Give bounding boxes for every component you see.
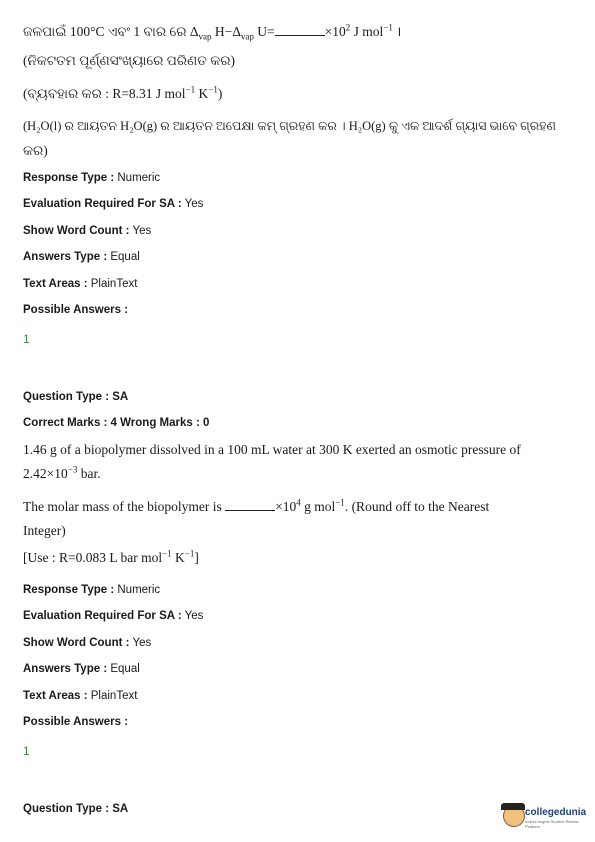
evaluation-required: Evaluation Required For SA : Yes (23, 198, 204, 210)
answer-blank (275, 25, 325, 36)
q1-line-2: (ନିକଟତମ ପୂର୍ଣ୍ଣସଂଖ୍ୟାରେ ପରିଣତ କର) (23, 53, 235, 68)
answer-blank (225, 500, 275, 511)
show-word-count: Show Word Count : Yes (23, 637, 152, 649)
logo-tagline: India's largest Student Review Platform (525, 819, 579, 829)
marks-info: Correct Marks : 4 Wrong Marks : 0 (23, 417, 210, 429)
graduation-cap-icon (501, 803, 525, 810)
q2-line-4: Integer) (23, 523, 66, 538)
q2-line-2: $2.42\times 10^{-3}$ bar. (23, 464, 101, 481)
possible-answer: 1 (23, 744, 30, 758)
q2-line-5: [Use : R=0.083 L bar mol$^{-1}$ $K^{-1}$] (23, 548, 199, 565)
question-type: Question Type : SA (23, 803, 129, 815)
q1-line-5: କର) (23, 143, 48, 158)
possible-answers-label: Possible Answers : (23, 304, 129, 316)
q2-line-3: The molar mass of the biopolymer is $\times 10^4$ g mol$^{-1}$. (Round off to the Nearest (23, 497, 490, 514)
q1-line-3: (ବ୍ୟବହାର କର : R=8.31 J mol$^{-1}$ $K^{-1}$) (23, 84, 223, 101)
q1-line-1: ଜଳପାଇଁ 100°C ଏବଂ 1 ବାର ରେ $\Delta_{vap}$ $H-\Delta_{vap}$ $U= \times 10^2$ J mol$^{-1}$ । (23, 22, 402, 42)
response-type: Response Type : Numeric (23, 172, 161, 184)
q1-line-4: (H₂O(l) ର ଆୟତନ H₂O(g) ର ଆୟତନ ଅପେକ୍ଷା କମ୍ ଗ୍ରହଣ କର । H₂O(g) କୁ ଏକ ଆଦର୍ଶ ଗ୍ୟାସ ଭାବେ ଗ୍ରହଣ (23, 119, 556, 133)
response-type: Response Type : Numeric (23, 584, 161, 596)
q2-line-1: 1.46 g of a biopolymer dissolved in a 100 mL water at 300 K exerted an osmotic pressure of (23, 442, 521, 457)
answers-type: Answers Type : Equal (23, 663, 140, 675)
evaluation-required: Evaluation Required For SA : Yes (23, 610, 204, 622)
text-areas: Text Areas : PlainText (23, 690, 138, 702)
possible-answer: 1 (23, 332, 30, 346)
show-word-count: Show Word Count : Yes (23, 225, 152, 237)
possible-answers-label: Possible Answers : (23, 716, 129, 728)
answers-type: Answers Type : Equal (23, 251, 140, 263)
collegedunia-logo (503, 803, 593, 829)
text-areas: Text Areas : PlainText (23, 278, 138, 290)
logo-name: collegedunia (525, 807, 587, 818)
question-type: Question Type : SA (23, 391, 129, 403)
